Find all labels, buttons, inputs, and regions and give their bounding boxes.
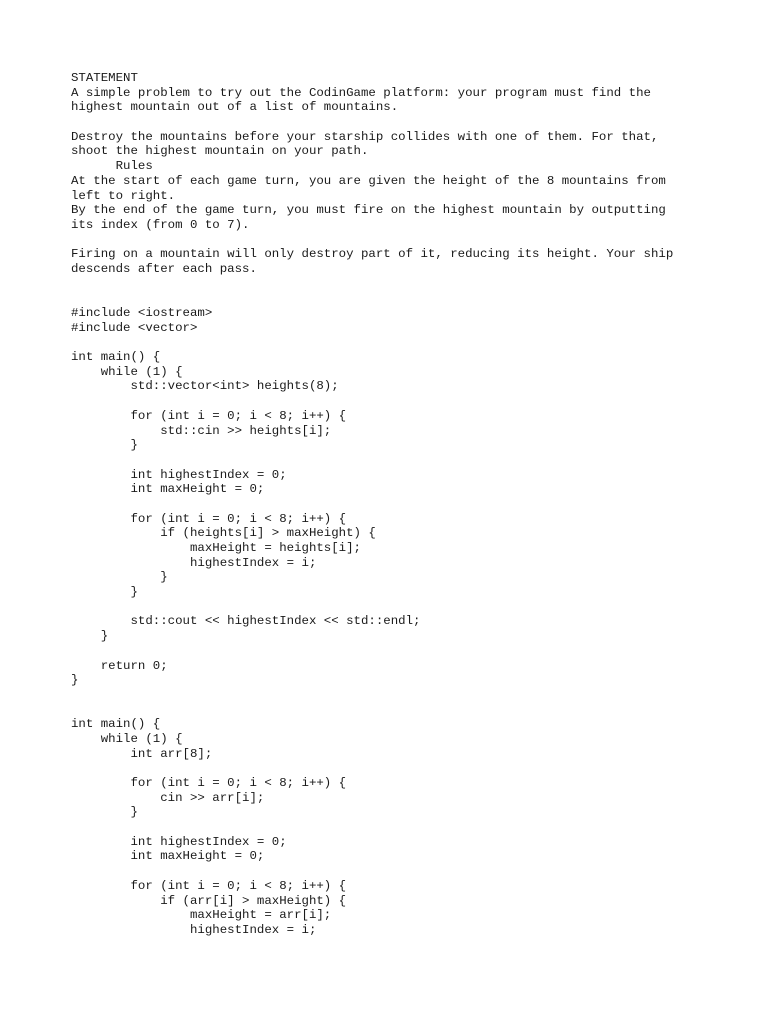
code-line xyxy=(71,497,711,512)
code-line xyxy=(71,394,711,409)
code-line xyxy=(71,644,711,659)
code-line: int highestIndex = 0; xyxy=(71,834,287,849)
code-line: int arr[8]; xyxy=(71,746,213,761)
rules-line: At the start of each game turn, you are given the height of the 8 mountains from xyxy=(71,173,666,188)
section-gap xyxy=(71,277,711,306)
goal-line: Destroy the mountains before your starship collides with one of them. For that, xyxy=(71,129,659,144)
code-line: if (heights[i] > maxHeight) { xyxy=(71,526,376,541)
document-page xyxy=(71,71,711,938)
code-line: if (arr[i] > maxHeight) { xyxy=(71,893,347,908)
code-line: int main() { xyxy=(71,350,161,365)
rules-heading: Rules xyxy=(71,159,153,174)
code-line: for (int i = 0; i < 8; i++) { xyxy=(71,776,347,791)
code-line: while (1) { xyxy=(71,364,183,379)
code-line: #include <iostream> xyxy=(71,306,213,321)
code-line: highestIndex = i; xyxy=(71,555,317,570)
code-line: highestIndex = i; xyxy=(71,922,317,937)
code-line: for (int i = 0; i < 8; i++) { xyxy=(71,408,347,423)
code-line: return 0; xyxy=(71,658,168,673)
note-line: descends after each pass. xyxy=(71,261,257,276)
statement-section xyxy=(71,71,711,277)
paragraph-gap xyxy=(71,233,711,248)
code-line xyxy=(71,864,711,879)
code-line xyxy=(71,600,711,615)
code-line xyxy=(71,453,711,468)
paragraph-gap xyxy=(71,115,711,130)
code-line: cin >> arr[i]; xyxy=(71,790,265,805)
code-line: int main() { xyxy=(71,717,161,732)
code-line: int maxHeight = 0; xyxy=(71,849,265,864)
code-line: maxHeight = heights[i]; xyxy=(71,541,361,556)
code-line: for (int i = 0; i < 8; i++) { xyxy=(71,878,347,893)
code-line: } xyxy=(71,629,109,644)
code-line: int maxHeight = 0; xyxy=(71,482,265,497)
code-line: #include <vector> xyxy=(71,320,198,335)
code-line: } xyxy=(71,585,138,600)
code-line: } xyxy=(71,570,168,585)
code-line: std::vector<int> heights(8); xyxy=(71,379,339,394)
code-listing-2 xyxy=(71,717,711,937)
note-line: Firing on a mountain will only destroy part of it, reducing its height. Your ship xyxy=(71,247,674,262)
goal-line: shoot the highest mountain on your path. xyxy=(71,144,369,159)
intro-line: highest mountain out of a list of mountains. xyxy=(71,100,399,115)
rules-line: its index (from 0 to 7). xyxy=(71,217,250,232)
code-listing-1 xyxy=(71,306,711,688)
code-line: for (int i = 0; i < 8; i++) { xyxy=(71,511,347,526)
rules-line: left to right. xyxy=(71,188,176,203)
code-line xyxy=(71,335,711,350)
code-line: std::cout << highestIndex << std::endl; xyxy=(71,614,421,629)
code-line: while (1) { xyxy=(71,731,183,746)
code-line: } xyxy=(71,673,79,688)
rules-line: By the end of the game turn, you must fire on the highest mountain by outputting xyxy=(71,203,666,218)
section-gap xyxy=(71,688,711,717)
statement-heading: STATEMENT xyxy=(71,71,138,85)
code-line xyxy=(71,761,711,776)
code-line: maxHeight = arr[i]; xyxy=(71,908,332,923)
intro-line: A simple problem to try out the CodinGame platform: your program must find the xyxy=(71,85,651,100)
code-line xyxy=(71,820,711,835)
code-line: int highestIndex = 0; xyxy=(71,467,287,482)
code-line: std::cin >> heights[i]; xyxy=(71,423,332,438)
code-line: } xyxy=(71,805,138,820)
code-line: } xyxy=(71,438,138,453)
